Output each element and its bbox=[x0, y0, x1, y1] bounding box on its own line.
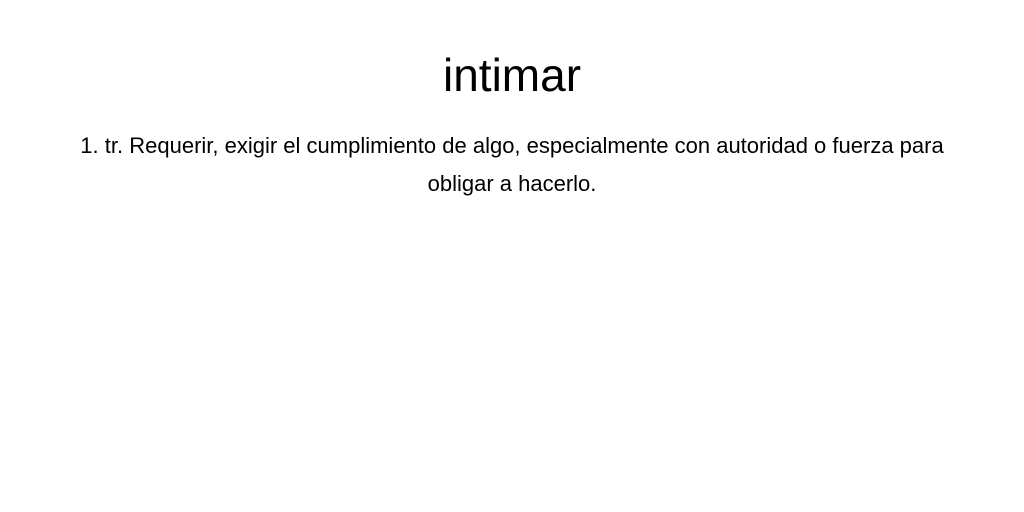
definition-1 bbox=[72, 127, 952, 203]
definition-number: 1. bbox=[80, 133, 99, 158]
definition-text: Requerir, exigir el cumplimiento de algo, especialmente con autoridad o fuerza para obligar a hacerlo. bbox=[129, 133, 944, 196]
grammar-abbreviation: tr. bbox=[104, 133, 124, 158]
entry-headword: intimar bbox=[442, 49, 582, 101]
